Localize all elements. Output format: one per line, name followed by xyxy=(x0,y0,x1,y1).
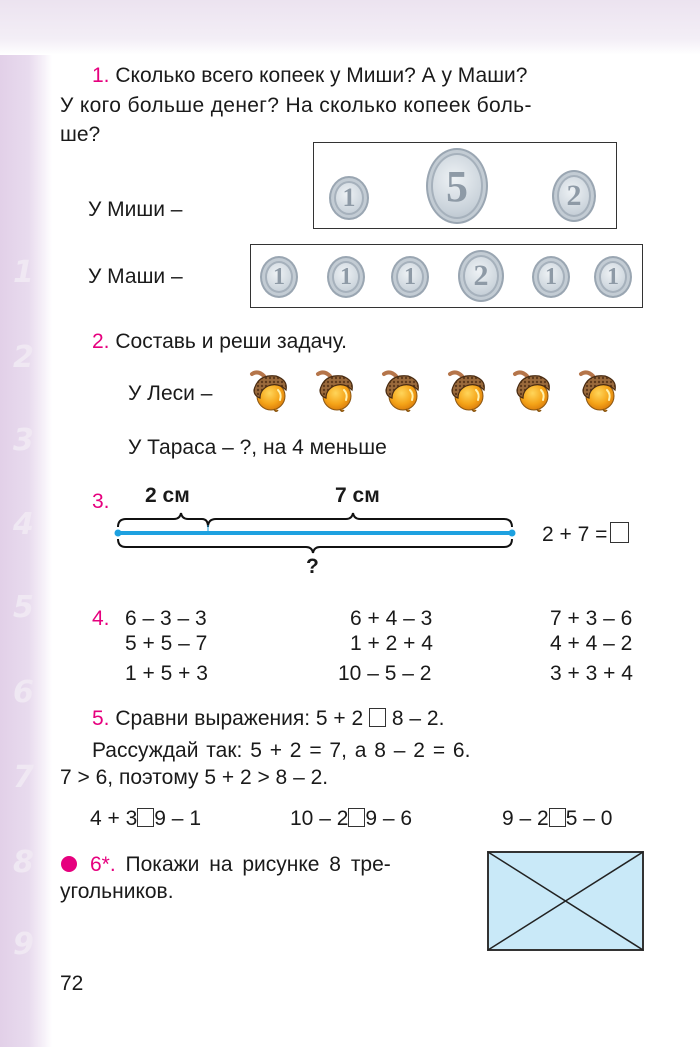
task-number: 3. xyxy=(92,490,110,513)
task-2-title: 2. Составь и реши задачу. xyxy=(92,330,347,353)
task-5-title: 5. Сравни выражения: 5 + 2 8 – 2. xyxy=(92,707,445,730)
comparison-item: 9 – 2 5 – 0 xyxy=(502,807,613,830)
expression: 1 + 5 + 3 xyxy=(125,662,208,685)
task-number: 1. xyxy=(92,64,110,87)
task-6-line-1: 6*. Покажи на рисунке 8 тре- xyxy=(90,853,391,876)
reasoning-line-2: 7 > 6, поэтому 5 + 2 > 8 – 2. xyxy=(60,766,329,789)
misha-label: У Миши – xyxy=(88,198,183,221)
task-1-line-3: ше? xyxy=(60,123,101,146)
coin-icon: 1 xyxy=(532,256,570,298)
expression: 6 + 4 – 3 xyxy=(350,607,433,630)
expression: 6 – 3 – 3 xyxy=(125,607,207,630)
lesya-label: У Леси – xyxy=(128,382,213,405)
left-segment-label: 2 см xyxy=(145,484,190,507)
side-digit: 4 xyxy=(13,507,34,542)
coin-icon: 2 xyxy=(458,250,504,302)
expression: 1 + 2 + 4 xyxy=(350,632,433,655)
task-number: 4. xyxy=(92,607,110,630)
page-side-band xyxy=(0,55,52,1047)
coin-icon: 1 xyxy=(329,176,369,220)
difficulty-dot-icon xyxy=(61,856,77,872)
right-segment-label: 7 см xyxy=(335,484,380,507)
task-number: 6*. xyxy=(90,853,116,876)
compare-box[interactable] xyxy=(348,808,365,827)
side-digit: 9 xyxy=(13,927,34,962)
taras-label: У Тараса – ?, на 4 меньше xyxy=(128,436,387,459)
triangles-figure[interactable] xyxy=(487,851,644,951)
masha-coin-box xyxy=(250,244,643,308)
coin-icon: 1 xyxy=(327,256,365,298)
side-digit: 3 xyxy=(13,423,34,458)
acorn-icon xyxy=(511,368,553,414)
comparison-item: 4 + 3 9 – 1 xyxy=(90,807,202,830)
coin-icon: 2 xyxy=(552,170,596,222)
coin-icon: 1 xyxy=(391,256,429,298)
expression: 5 + 5 – 7 xyxy=(125,632,208,655)
acorn-icon xyxy=(380,368,422,414)
side-digit: 8 xyxy=(13,845,34,880)
acorn-icon xyxy=(577,368,619,414)
side-digit: 6 xyxy=(13,675,34,710)
comparison-item: 10 – 2 9 – 6 xyxy=(290,807,413,830)
side-digit: 5 xyxy=(13,590,34,625)
acorn-icon xyxy=(248,368,290,414)
expression: 4 + 4 – 2 xyxy=(550,632,633,655)
total-unknown-label: ? xyxy=(306,555,319,578)
expression: 10 – 5 – 2 xyxy=(338,662,432,685)
task-1-line-2: У кого больше денег? На сколько копеек боль- xyxy=(60,94,532,117)
compare-box[interactable] xyxy=(137,808,154,827)
acorn-icon xyxy=(314,368,356,414)
reasoning-line-1: Рассуждай так: 5 + 2 = 7, а 8 – 2 = 6. xyxy=(92,739,471,762)
coin-icon: 5 xyxy=(426,148,488,224)
compare-box[interactable] xyxy=(369,708,386,727)
page-number: 72 xyxy=(60,972,84,995)
task-1-line-1: 1. Сколько всего копеек у Миши? А у Маши? xyxy=(92,64,528,87)
page-top-band xyxy=(0,0,700,55)
expression: 7 + 3 – 6 xyxy=(550,607,633,630)
answer-box[interactable] xyxy=(610,522,629,543)
task-number: 5. xyxy=(92,707,110,730)
task-3-equation: 2 + 7 = xyxy=(542,521,629,548)
task-6-line-2: угольников. xyxy=(60,880,174,903)
coin-icon: 1 xyxy=(260,256,298,298)
side-digit: 1 xyxy=(13,255,34,290)
coin-icon: 1 xyxy=(594,256,632,298)
expression: 3 + 3 + 4 xyxy=(550,662,633,685)
task-number: 2. xyxy=(92,330,110,353)
masha-label: У Маши – xyxy=(88,265,183,288)
misha-coin-box xyxy=(313,142,617,229)
acorn-icon xyxy=(446,368,488,414)
side-digit: 7 xyxy=(13,760,34,795)
side-digit: 2 xyxy=(13,340,34,375)
compare-box[interactable] xyxy=(549,808,566,827)
